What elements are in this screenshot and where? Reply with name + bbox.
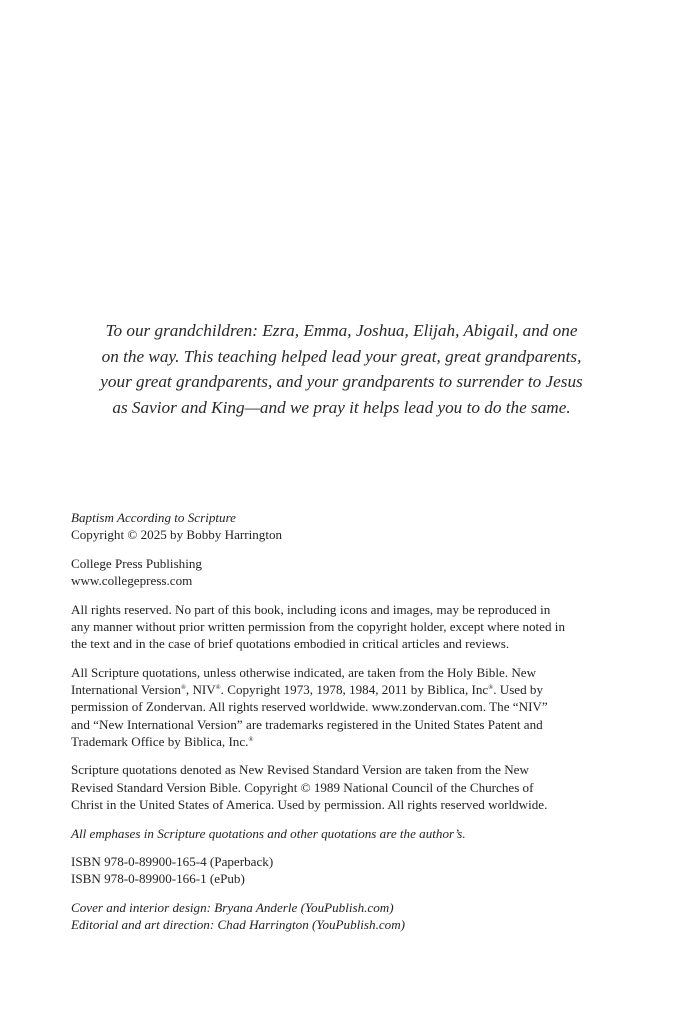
credit-line: Cover and interior design: Bryana Anderle (YouPublish.com) — [71, 900, 394, 916]
rights-line: any manner without prior written permission from the copyright holder, except where noted in — [71, 619, 565, 635]
niv-line — [71, 733, 616, 750]
nrsv-notice — [71, 761, 616, 813]
niv-line: and “New International Version” are trademarks registered in the United States Patent and — [71, 716, 543, 732]
nrsv-line: Scripture quotations denoted as New Revised Standard Version are taken from the New — [71, 762, 529, 778]
credits-block — [71, 899, 616, 933]
emphasis-note — [71, 825, 616, 842]
niv-notice — [71, 664, 616, 750]
dedication-line: as Savior and King—and we pray it helps lead you to do the same. — [112, 398, 571, 418]
niv-text: . Used by — [493, 682, 544, 698]
dedication-line: To our grandchildren: Ezra, Emma, Joshua, Elijah, Abigail, and one — [105, 321, 578, 340]
dedication-line: on the way. This teaching helped lead your great, great grandparents, — [101, 346, 582, 366]
publisher-url: www.collegepress.com — [71, 573, 193, 589]
rights-line: All rights reserved. No part of this book, including icons and images, may be reproduced in — [71, 601, 551, 617]
publisher-info — [71, 555, 616, 589]
credit-line: Editorial and art direction: Chad Harrington (YouPublish.com) — [71, 917, 406, 933]
copyright-block — [71, 509, 616, 945]
nrsv-line: Revised Standard Version Bible. Copyright © 1989 National Council of the Churches of — [71, 779, 534, 795]
isbn-line: ISBN 978-0-89900-166-1 (ePub) — [71, 871, 245, 887]
niv-text: International Version — [71, 682, 181, 698]
registered-mark: ® — [215, 684, 221, 692]
niv-text: Trademark Office by Biblica, Inc. — [71, 733, 249, 749]
niv-line — [71, 681, 616, 698]
publisher-name: College Press Publishing — [71, 555, 202, 571]
registered-mark: ® — [248, 735, 254, 743]
niv-text: , NIV — [185, 682, 216, 698]
title-copyright — [71, 509, 616, 543]
copyright-line: Copyright © 2025 by Bobby Harrington — [71, 527, 283, 543]
rights-line: the text and in the case of brief quotations embodied in critical articles and reviews. — [71, 636, 510, 652]
isbn-block — [71, 853, 616, 887]
dedication-line: your great grandparents, and your grandparents to surrender to Jesus — [100, 372, 583, 392]
dedication — [80, 318, 603, 421]
nrsv-line: Christ in the United States of America. Used by permission. All rights reserved worldwide. — [71, 796, 548, 812]
niv-line: permission of Zondervan. All rights reserved worldwide. www.zondervan.com. The “NIV” — [71, 699, 548, 715]
niv-line: All Scripture quotations, unless otherwise indicated, are taken from the Holy Bible. New — [71, 664, 537, 680]
niv-text: . Copyright 1973, 1978, 1984, 2011 by Biblica, Inc — [220, 682, 489, 698]
registered-mark: ® — [180, 684, 186, 692]
rights-statement — [71, 601, 616, 653]
book-title: Baptism According to Scripture — [71, 510, 236, 525]
isbn-line: ISBN 978-0-89900-165-4 (Paperback) — [71, 854, 274, 870]
registered-mark: ® — [488, 684, 494, 692]
emphasis-line: All emphases in Scripture quotations and other quotations are the author’s. — [71, 825, 466, 841]
